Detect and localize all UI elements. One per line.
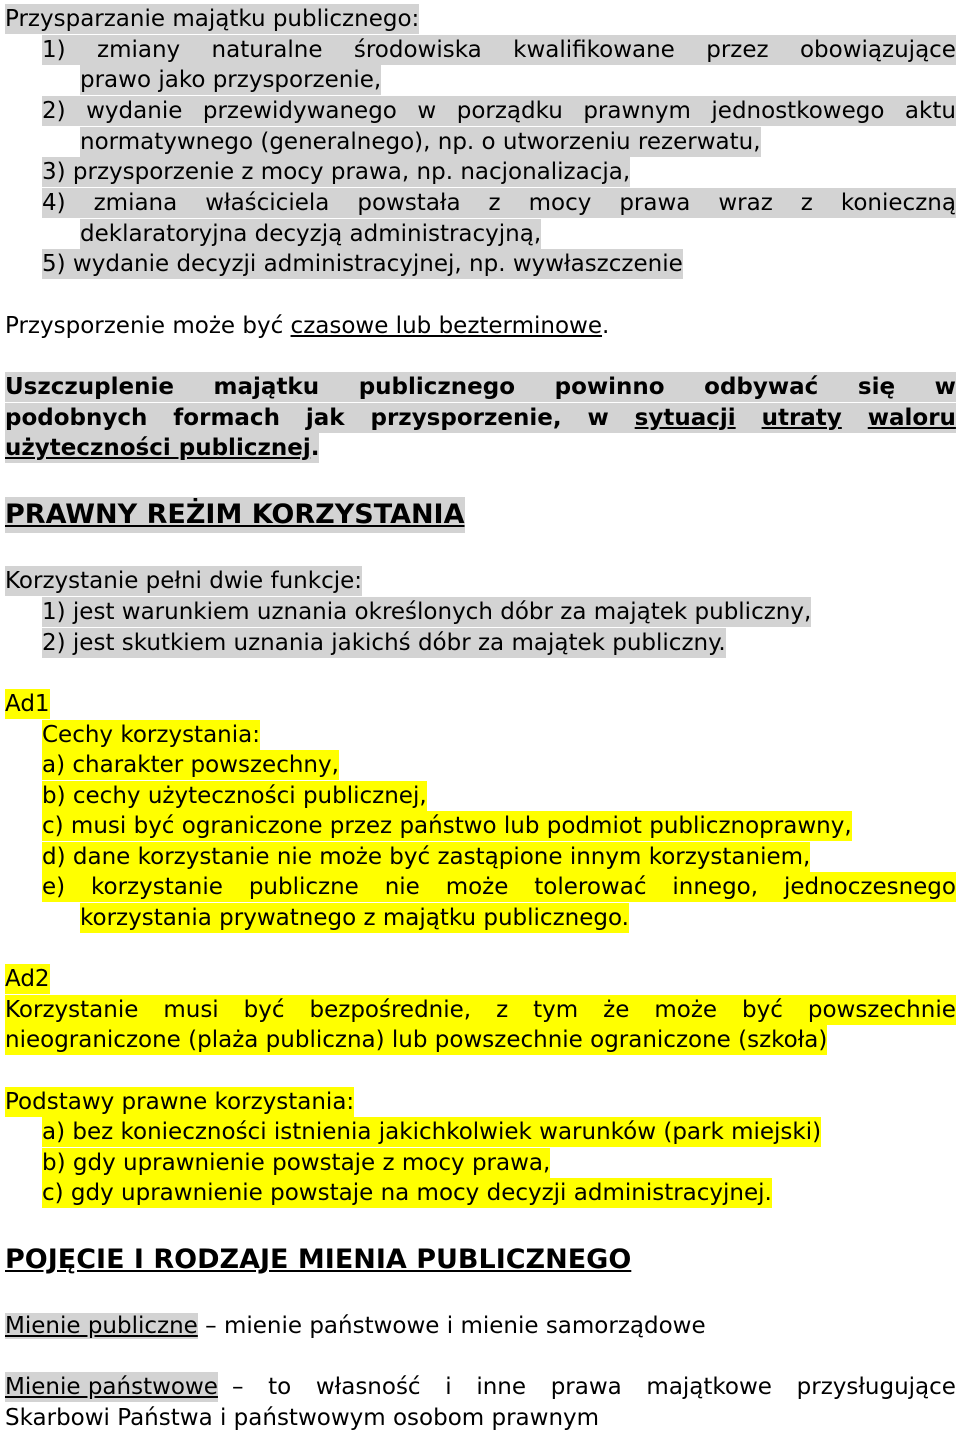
- definition-state-line-1: [5, 1372, 956, 1402]
- word: być: [243, 997, 285, 1023]
- word: powszechnie: [807, 997, 956, 1023]
- word: z: [800, 190, 813, 216]
- word: waloru: [867, 405, 956, 431]
- basis-c: c) gdy uprawnienie powstaje na mocy decyzji administracyjnej.: [42, 1180, 772, 1206]
- feature-b: b) cechy użyteczności publicznej,: [42, 783, 427, 809]
- word: mocy: [528, 190, 592, 216]
- word: i: [445, 1374, 452, 1400]
- word: formach: [173, 405, 280, 431]
- word: jak: [305, 405, 345, 431]
- word: majątkowe: [646, 1374, 772, 1400]
- word: naturalne: [211, 37, 323, 63]
- function-1: 1) jest warunkiem uznania określonych dóbr za majątek publiczny,: [42, 599, 812, 625]
- reduction-line-3: [5, 433, 319, 463]
- function-2: 2) jest skutkiem uznania jakichś dóbr za majątek publiczny.: [42, 630, 726, 656]
- word: środowiska: [353, 37, 482, 63]
- word: Uszczuplenie: [5, 374, 174, 400]
- word: tolerować: [534, 874, 647, 900]
- ad2-label: Ad2: [5, 966, 50, 992]
- word: odbywać: [704, 374, 819, 400]
- word: w: [934, 374, 956, 400]
- reduction-underlined: użyteczności publicznej: [5, 435, 311, 461]
- term-state-property: Mienie państwowe: [5, 1374, 218, 1400]
- word: prawa: [619, 190, 691, 216]
- temporal-note-text: Przysporzenie może być: [5, 313, 291, 339]
- word: w: [587, 405, 609, 431]
- word: może: [445, 874, 509, 900]
- feature-d: d) dane korzystanie nie może być zastąpione innym korzystaniem,: [42, 844, 811, 870]
- word: sytuacji: [634, 405, 736, 431]
- word: z: [496, 997, 509, 1023]
- word: aktu: [904, 98, 956, 124]
- word: porządku: [456, 98, 563, 124]
- word: przysporzenie,: [370, 405, 562, 431]
- feature-e-line-2: korzystania prywatnego z majątku publicznego.: [80, 905, 629, 931]
- ad2-line-1: [5, 995, 956, 1025]
- word: może: [654, 997, 718, 1023]
- word: 1): [42, 37, 66, 63]
- list-item-2-line-2: normatywnego (generalnego), np. o utworzeniu rezerwatu,: [80, 129, 761, 155]
- list-item-3: 3) przysporzenie z mocy prawa, np. nacjonalizacja,: [42, 159, 631, 185]
- temporal-note-underlined: czasowe lub bezterminowe: [290, 313, 603, 339]
- word: podobnych: [5, 405, 148, 431]
- word: być: [742, 997, 783, 1023]
- word: z: [488, 190, 501, 216]
- word: własność: [315, 1374, 421, 1400]
- functions-heading: Korzystanie pełni dwie funkcje:: [5, 568, 363, 594]
- word: 4): [42, 190, 66, 216]
- definition-state-line-2: Skarbowi Państwa i państwowym osobom prawnym: [5, 1405, 600, 1431]
- word: inne: [476, 1374, 527, 1400]
- section-title-regime: PRAWNY REŻIM KORZYSTANIA: [5, 497, 465, 533]
- word: publicznego: [358, 374, 516, 400]
- word: e): [42, 874, 66, 900]
- word: przysługujące: [796, 1374, 956, 1400]
- ad2-line-2: nieograniczone (plaża publiczna) lub powszechnie ograniczone (szkoła): [5, 1027, 828, 1053]
- temporal-note: [5, 311, 609, 341]
- word: w: [417, 98, 437, 124]
- word: obowiązujące: [799, 37, 956, 63]
- word: majątku: [213, 374, 320, 400]
- word: kwalifikowane: [513, 37, 675, 63]
- word: innego,: [672, 874, 759, 900]
- word: konieczną: [840, 190, 956, 216]
- list-item-1-line-2: prawo jako przysporzenie,: [80, 67, 382, 93]
- word: nie: [384, 874, 420, 900]
- word: utraty: [761, 405, 842, 431]
- word: to: [268, 1374, 292, 1400]
- word: że: [603, 997, 630, 1023]
- reduction-line-1: [5, 372, 956, 402]
- section-heading: Przysparzanie majątku publicznego:: [5, 6, 420, 32]
- word: jednoczesnego: [783, 874, 956, 900]
- list-item-5: 5) wydanie decyzji administracyjnej, np. wywłaszczenie: [42, 251, 683, 277]
- temporal-note-period: .: [602, 313, 610, 339]
- word: korzystanie: [91, 874, 223, 900]
- word: powstała: [357, 190, 461, 216]
- list-item-4-line-2: deklaratoryjna decyzją administracyjną,: [80, 221, 542, 247]
- legal-basis-heading: Podstawy prawne korzystania:: [5, 1089, 355, 1115]
- word: prawnym: [583, 98, 691, 124]
- term-public-property: Mienie publiczne: [5, 1313, 198, 1339]
- state-definition-words: [232, 1372, 956, 1402]
- word: musi: [163, 997, 219, 1023]
- features-heading: Cechy korzystania:: [42, 722, 260, 748]
- word: –: [231, 1374, 244, 1400]
- basis-a: a) bez konieczności istnienia jakichkolwiek warunków (park miejski): [42, 1119, 822, 1145]
- word: tym: [533, 997, 579, 1023]
- reduction-period: .: [310, 435, 320, 461]
- word: wydanie: [86, 98, 183, 124]
- definition-public-text: – mienie państwowe i mienie samorządowe: [197, 1313, 706, 1339]
- word: jednostkowego: [711, 98, 885, 124]
- definition-public-property: [5, 1311, 706, 1341]
- word: bezpośrednie,: [309, 997, 472, 1023]
- word: zmiana: [93, 190, 178, 216]
- word: wraz: [718, 190, 773, 216]
- list-item-1-line-1: [42, 35, 956, 65]
- word: przez: [706, 37, 769, 63]
- basis-b: b) gdy uprawnienie powstaje z mocy prawa,: [42, 1150, 551, 1176]
- word: powinno: [554, 374, 665, 400]
- list-item-4-line-1: [42, 188, 956, 218]
- list-item-2-line-1: [42, 96, 956, 126]
- word: przewidywanego: [202, 98, 397, 124]
- word: publiczne: [248, 874, 359, 900]
- section-title-property: POJĘCIE I RODZAJE MIENIA PUBLICZNEGO: [5, 1244, 632, 1275]
- reduction-line-2: [5, 403, 956, 433]
- word: zmiany: [97, 37, 181, 63]
- word: Korzystanie: [5, 997, 139, 1023]
- word: się: [857, 374, 896, 400]
- word: 2): [42, 98, 66, 124]
- word: właściciela: [205, 190, 330, 216]
- feature-c: c) musi być ograniczone przez państwo lub podmiot publicznoprawny,: [42, 813, 852, 839]
- feature-e-line-1: [42, 872, 956, 902]
- ad1-label: Ad1: [5, 691, 50, 717]
- feature-a: a) charakter powszechny,: [42, 752, 339, 778]
- word: prawa: [550, 1374, 622, 1400]
